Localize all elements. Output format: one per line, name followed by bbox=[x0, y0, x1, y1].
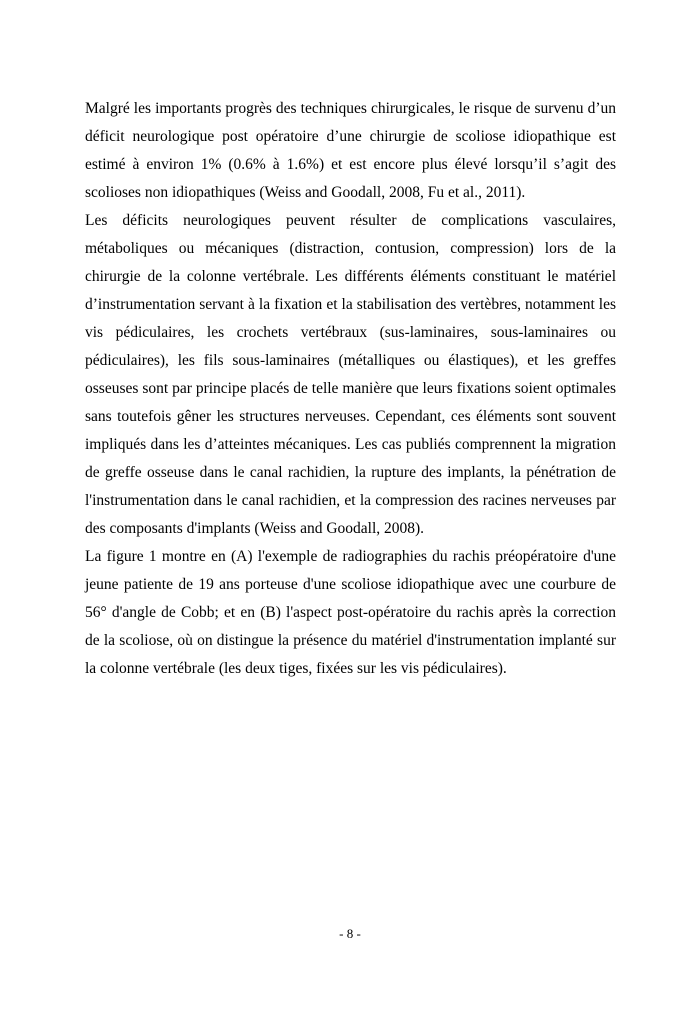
page-text-block bbox=[85, 95, 616, 683]
paragraph-1: Malgré les importants progrès des techniques chirurgicales, le risque de survenu d’un déficit neurologique post opératoire d’une chirurgie de scoliose idiopathique est estimé à environ 1% (0.6% à 1.6%) et est encore plus élevé lorsqu’il s’agit des scolioses non idiopathiques (Weiss and Goodall, 2008, Fu et al., 2011). bbox=[85, 100, 616, 201]
paragraph-2: Les déficits neurologiques peuvent résulter de complications vasculaires, métaboliques ou mécaniques (distraction, contusion, compression) lors de la chirurgie de la colonne vertébrale. Les différents éléments constituant le matériel d’instrumentation servant à la fixation et la stabilisation des vertèbres, notamment les vis pédiculaires, les crochets vertébraux (sus-laminaires, sous-laminaires ou pédiculaires), les fils sous-laminaires (métalliques ou élastiques), et les greffes osseuses sont par principe placés de telle manière que leurs fixations soient optimales sans toutefois gêner les structures nerveuses. Cependant, ces éléments sont souvent impliqués dans les d’atteintes mécaniques. Les cas publiés comprennent la migration de greffe osseuse dans le canal rachidien, la rupture des implants, la pénétration de l'instrumentation dans le canal rachidien, et la compression des racines nerveuses par des composants d'implants (Weiss and Goodall, 2008). bbox=[85, 212, 616, 537]
paragraph-3: La figure 1 montre en (A) l'exemple de radiographies du rachis préopératoire d'une jeune patiente de 19 ans porteuse d'une scoliose idiopathique avec une courbure de 56° d'angle de Cobb; et en (B) l'aspect post-opératoire du rachis après la correction de la scoliose, où on distingue la présence du matériel d'instrumentation implanté sur la colonne vertébrale (les deux tiges, fixées sur les vis pédiculaires). bbox=[85, 548, 616, 677]
page-number: - 8 - bbox=[339, 926, 361, 941]
